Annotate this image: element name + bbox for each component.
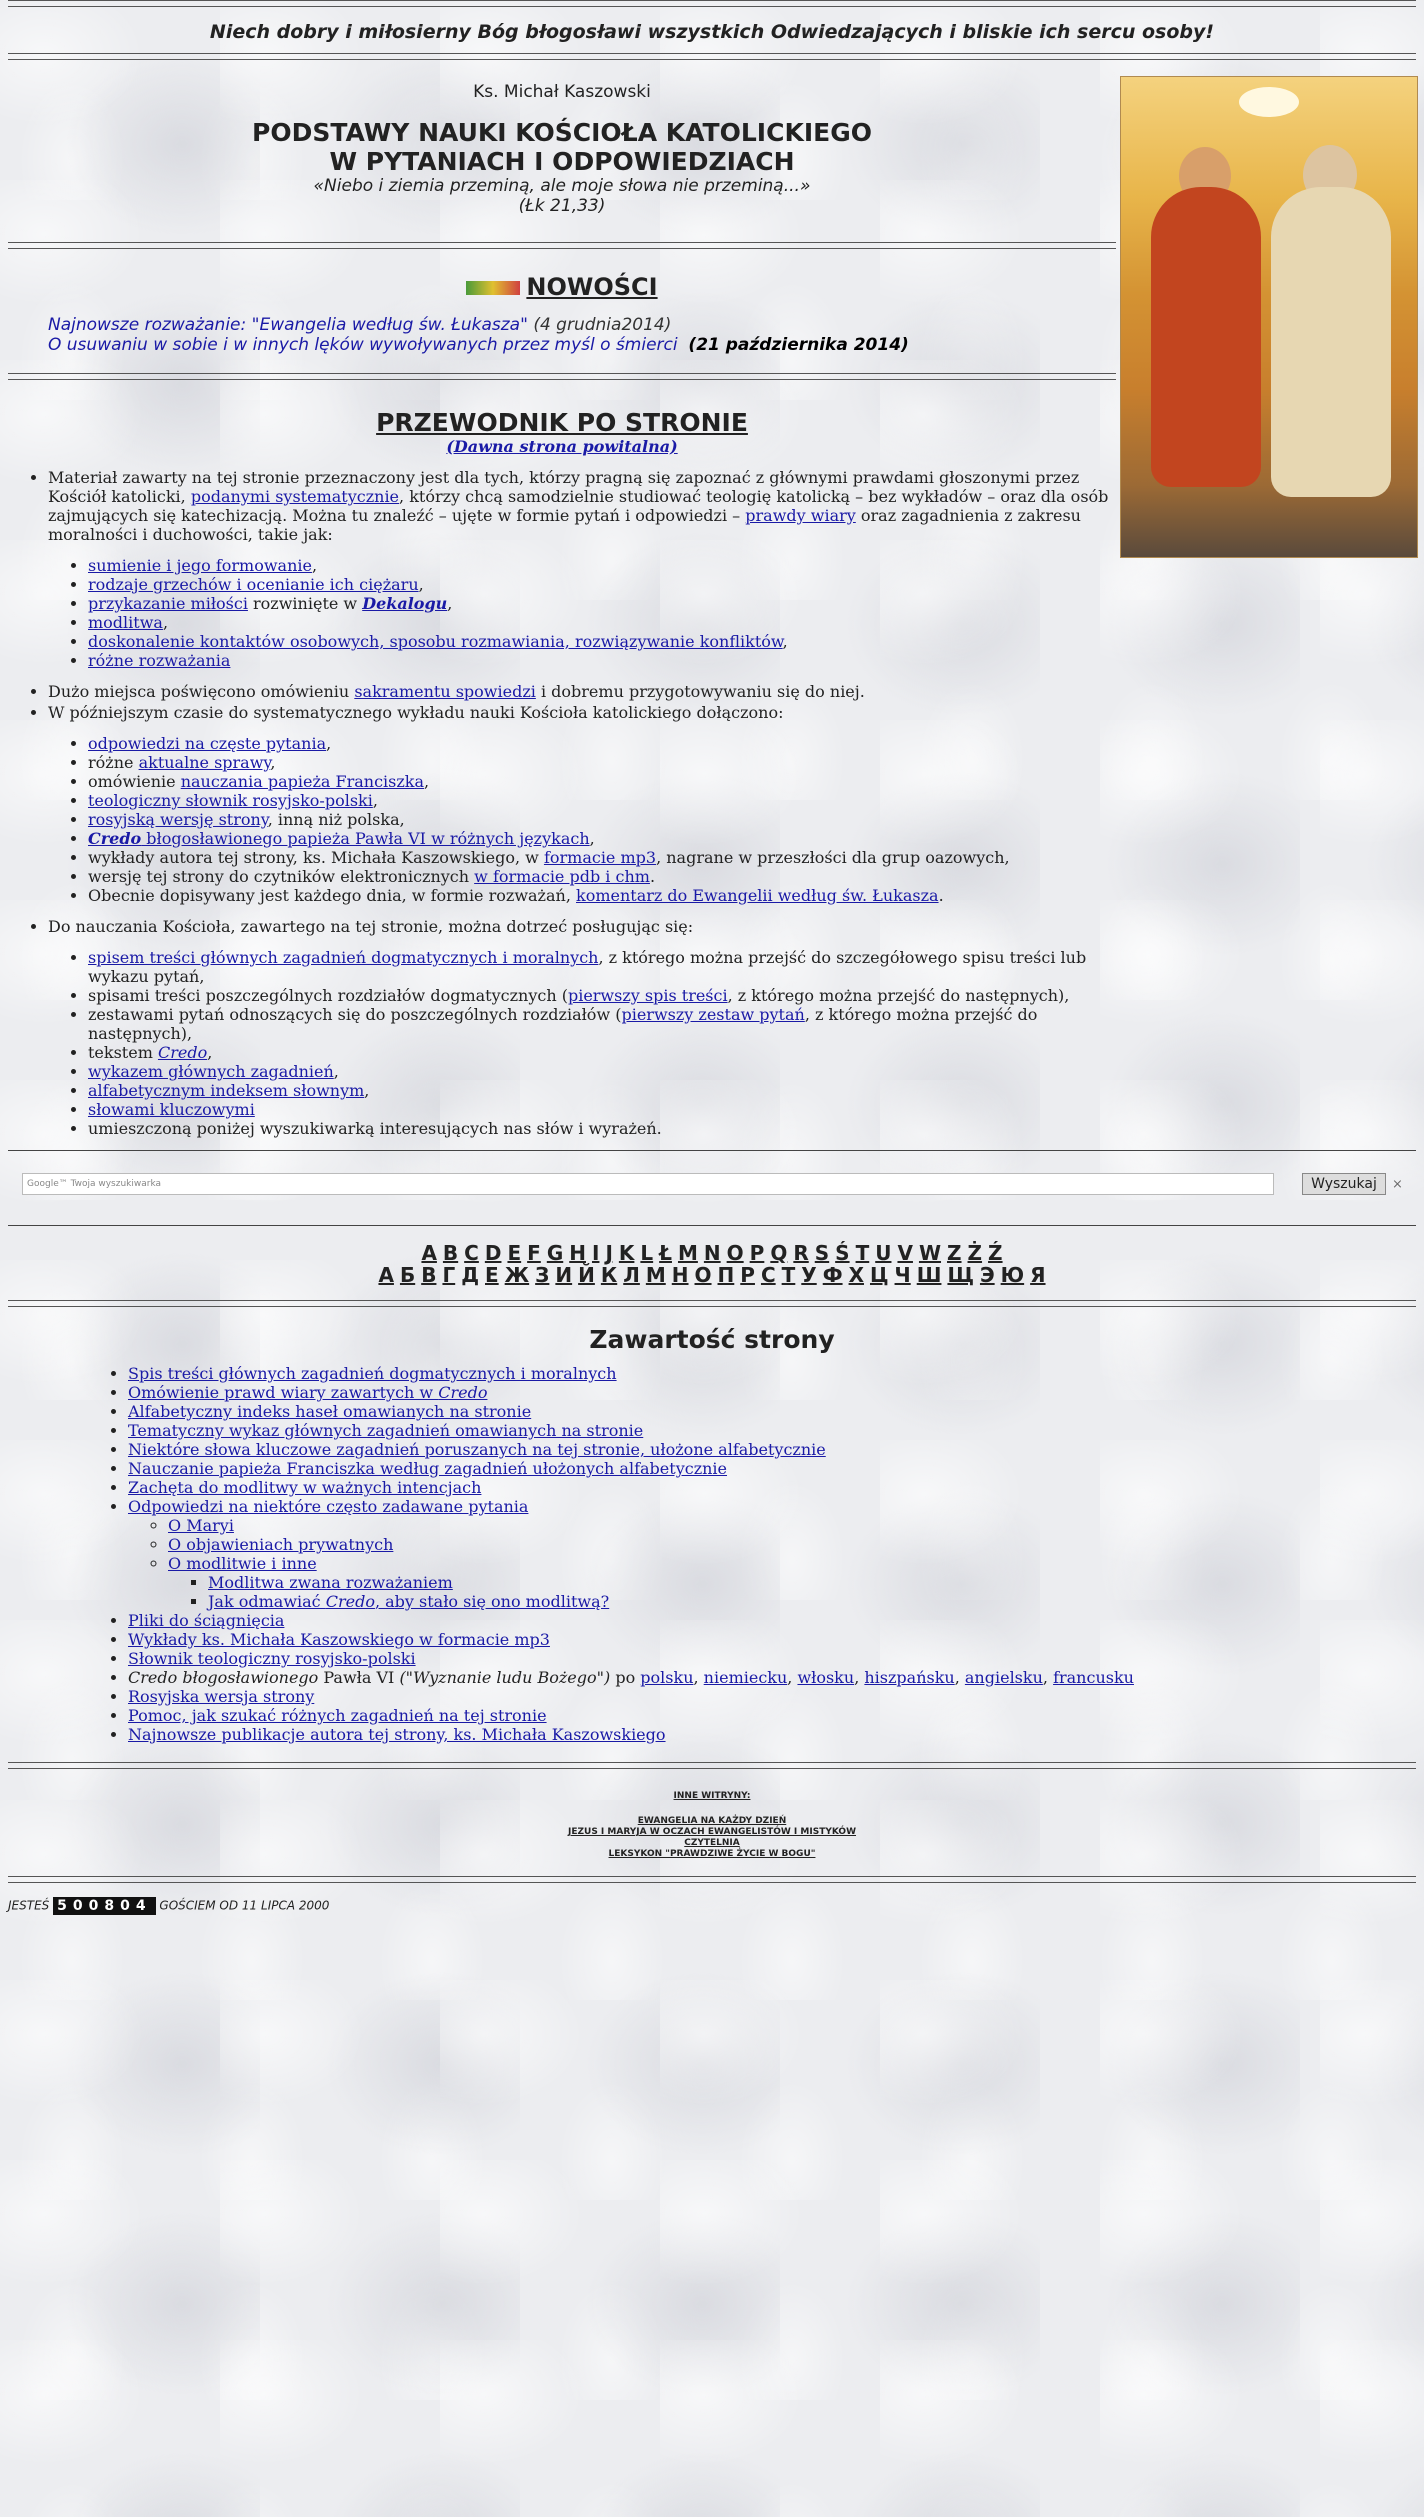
gospel-commentary-link[interactable]: komentarz do Ewangelii według św. Łukasza <box>576 886 939 905</box>
letter-link[interactable]: D <box>484 1241 502 1265</box>
figure-shape <box>1271 187 1391 497</box>
list-item <box>128 1383 1416 1402</box>
letter-link[interactable]: U <box>875 1241 892 1265</box>
letter-link[interactable]: Ю <box>1000 1263 1025 1287</box>
letter-link[interactable]: J <box>605 1241 613 1265</box>
list-item: • Obecnie dopisywany jest każdego dnia, w formie rozważań, komentarz do Ewangelii według św. Łukasza. <box>88 886 1116 905</box>
guide-list <box>8 468 1116 1138</box>
letter-link[interactable]: Б <box>399 1263 416 1287</box>
letter-link[interactable]: E <box>507 1241 522 1265</box>
page-title <box>8 118 1116 176</box>
dictionary-link[interactable]: teologiczny słownik rosyjsko-polski <box>88 791 373 810</box>
list-item <box>128 1687 1416 1706</box>
clear-icon[interactable]: × <box>1392 1176 1403 1192</box>
list-item <box>88 651 1116 670</box>
news-link[interactable]: Najnowsze rozważanie: "Ewangelia według św. Łukasza" <box>48 315 528 335</box>
letter-link[interactable]: Р <box>740 1263 755 1287</box>
letter-link[interactable]: З <box>535 1263 550 1287</box>
contents-link[interactable]: Nauczanie papieża Franciszka według zagadnień ułożonych alfabetycznie <box>128 1459 728 1478</box>
letter-link[interactable]: А <box>378 1263 394 1287</box>
list-item: • Dużo miejsca poświęcono omówieniu sakramentu spowiedzi i dobremu przygotowywaniu się do niej. <box>48 682 1116 701</box>
list-item: • tekstem Credo, <box>88 1043 1116 1062</box>
letter-link[interactable]: R <box>793 1241 809 1265</box>
divider <box>8 53 1416 60</box>
list-item <box>88 1100 1116 1119</box>
contents-link[interactable]: Pliki do ściągnięcia <box>128 1611 285 1630</box>
contents-link[interactable]: Spis treści głównych zagadnień dogmatycznych i moralnych <box>128 1364 617 1383</box>
letter-link[interactable]: O <box>726 1241 744 1265</box>
list-item: • wykazem głównych zagadnień, <box>88 1062 1116 1081</box>
welcome-banner: Niech dobry i miłosierny Bóg błogosławi wszystkich Odwiedzających i bliskie ich sercu osoby! <box>209 21 1215 43</box>
list-item: • doskonalenie kontaktów osobowych, sposobu rozmawiania, rozwiązywanie konfliktów, <box>88 632 1116 651</box>
letter-link[interactable]: П <box>717 1263 735 1287</box>
language-link[interactable]: niemiecku <box>703 1668 788 1687</box>
list-item <box>128 1497 1416 1611</box>
contents-link[interactable]: O objawieniach prywatnych <box>168 1535 394 1554</box>
list-item: • odpowiedzi na częste pytania, <box>88 734 1116 753</box>
letter-link[interactable]: N <box>703 1241 721 1265</box>
other-site-link[interactable]: EWANGELIA NA KAŻDY DZIEŃ <box>637 1816 787 1826</box>
new-badge-icon <box>466 281 520 295</box>
contents-link[interactable]: Omówienie prawd wiary zawartych w Credo <box>128 1383 488 1402</box>
letter-link[interactable]: Ч <box>894 1263 911 1287</box>
quote-text: «Niebo i ziemia przeminą, ale moje słowa nie przeminą...» <box>313 176 811 196</box>
letter-link[interactable]: Ф <box>822 1263 843 1287</box>
letter-link[interactable]: К <box>600 1263 618 1287</box>
title-line: W PYTANIACH I ODPOWIEDZIACH <box>329 147 795 176</box>
letter-link[interactable]: О <box>694 1263 712 1287</box>
list-item: • wykłady autora tej strony, ks. Michała Kaszowskiego, w formacie mp3, nagrane w przeszłości dla grup oazowych, <box>88 848 1116 867</box>
list-item <box>168 1535 1416 1554</box>
list-item <box>128 1611 1416 1630</box>
list-item: • umieszczoną poniżej wyszukiwarką interesujących nas słów i wyrażeń. <box>88 1119 1116 1138</box>
letter-link[interactable]: Л <box>623 1263 640 1287</box>
topic-link[interactable]: sumienie i jego formowanie <box>88 556 312 575</box>
contents-link[interactable]: Najnowsze publikacje autora tej strony, ks. Michała Kaszowskiego <box>128 1725 666 1744</box>
first-toc-link[interactable]: pierwszy spis treści <box>567 986 728 1005</box>
list-item: • zestawami pytań odnoszących się do poszczególnych rozdziałów (pierwszy zestaw pytań, z którego można przejść do następnych), <box>88 1005 1116 1043</box>
list-item: • Credo błogosławionego Pawła VI ("Wyznanie ludu Bożego") po polsku, niemiecku, włosku, hiszpańsku, angielsku, francusku <box>128 1668 1416 1687</box>
contents-link[interactable]: Zachęta do modlitwy w ważnych intencjach <box>128 1478 482 1497</box>
list-item <box>128 1649 1416 1668</box>
list-item: • alfabetycznym indeksem słownym, <box>88 1081 1116 1100</box>
list-item: • wersję tej strony do czytników elektronicznych w formacie pdb i chm. <box>88 867 1116 886</box>
letter-link[interactable]: V <box>897 1241 913 1265</box>
letter-link[interactable]: Я <box>1030 1263 1046 1287</box>
letter-link[interactable]: S <box>814 1241 830 1265</box>
language-link[interactable]: polsku <box>640 1668 694 1687</box>
letter-link[interactable]: Щ <box>947 1263 974 1287</box>
contents-link[interactable]: Niektóre słowa kluczowe zagadnień poruszanych na tej stronie, ułożone alfabetycznie <box>128 1440 826 1459</box>
keywords-link[interactable]: słowami kluczowymi <box>88 1100 255 1119</box>
list-item: • omówienie nauczania papieża Franciszka, <box>88 772 1116 791</box>
letter-link[interactable]: Ż <box>967 1241 983 1265</box>
list-item: • przykazanie miłości rozwinięte w Dekalogu, <box>88 594 1116 613</box>
list-item <box>128 1440 1416 1459</box>
contents-link[interactable]: Jak odmawiać Credo, aby stało się ono modlitwą? <box>208 1592 610 1611</box>
topic-link[interactable]: modlitwa <box>88 613 163 632</box>
truths-of-faith-link[interactable]: prawdy wiary <box>745 506 856 525</box>
other-sites <box>8 1791 1416 1860</box>
letter-link[interactable]: L <box>640 1241 654 1265</box>
list-item: • Do nauczania Kościoła, zawartego na tej stronie, można dotrzeć posługując się: • spisem treści głównych zagadnień dogmatycznych i moralnych, z którego można przejść do szczegółowego spisu treści lub wykazu pytań, • spisami treści poszczególnych rozdziałów dogmatycznych (pierwszy spis treści, z którego można przejść do następnych), • zestawami pytań odnoszących się do poszczególnych rozdziałów (pierwszy zestaw pytań, z którego można przejść do następnych), • tekstem Credo, • wykazem głównych zagadnień, • alfabetycznym indeksem słownym, • słowami kluczowymi • umieszczoną poniżej wyszukiwarką interesujących nas słów i wyrażeń. <box>48 917 1116 1138</box>
contents-link[interactable]: Rosyjska wersja strony <box>128 1687 315 1706</box>
letter-link[interactable]: Q <box>770 1241 788 1265</box>
letter-link[interactable]: Ś <box>835 1241 850 1265</box>
systematic-link[interactable]: podanymi systematycznie <box>190 487 400 506</box>
letter-link[interactable]: Т <box>781 1263 796 1287</box>
other-site-link[interactable]: LEKSYKON "PRAWDZIWE ŻYCIE W BOGU" <box>608 1849 816 1859</box>
counter-digits: 500804 <box>53 1897 155 1915</box>
language-link[interactable]: angielsku <box>964 1668 1043 1687</box>
contents-link[interactable]: Słownik teologiczny rosyjsko-polski <box>128 1649 416 1668</box>
letter-link[interactable]: Ш <box>916 1263 942 1287</box>
credo-link[interactable]: Credo <box>157 1043 208 1062</box>
list-item <box>128 1478 1416 1497</box>
other-sites-heading: INNE WITRYNY: <box>673 1791 751 1801</box>
letter-link[interactable]: Д <box>461 1263 479 1287</box>
language-link[interactable]: włosku <box>797 1668 855 1687</box>
language-links: polsku, niemiecku, włosku, hiszpańsku, angielsku, francusku <box>640 1668 1134 1687</box>
first-questions-link[interactable]: pierwszy zestaw pytań <box>621 1005 805 1024</box>
news-date: (21 października 2014) <box>688 335 909 355</box>
topic-link[interactable]: przykazanie miłości <box>88 594 248 613</box>
dove-shape <box>1239 87 1299 117</box>
topic-link[interactable]: doskonalenie kontaktów osobowych, sposobu rozmawiania, rozwiązywanie konfliktów <box>88 632 783 651</box>
letter-link[interactable]: Э <box>979 1263 995 1287</box>
letter-link[interactable]: Х <box>848 1263 864 1287</box>
letter-link[interactable]: Ź <box>988 1241 1003 1265</box>
contents-link[interactable]: Pomoc, jak szukać różnych zagadnień na tej stronie <box>128 1706 547 1725</box>
contents-link[interactable]: Alfabetyczny indeks haseł omawianych na stronie <box>128 1402 532 1421</box>
list-item <box>128 1706 1416 1725</box>
letter-link[interactable]: I <box>591 1241 600 1265</box>
letter-link[interactable]: G <box>546 1241 564 1265</box>
list-item: • W późniejszym czasie do systematycznego wykładu nauki Kościoła katolickiego dołączono: • odpowiedzi na częste pytania, • różne aktualne sprawy, • omówienie nauczania papieża Franciszka, • teologiczny słownik rosyjsko-polski, • rosyjską wersję strony, inną niż polska, • Credo błogosławionego papieża Pawła VI w różnych językach, • wykłady autora tej strony, ks. Michała Kaszowskiego, w formacie mp3, nagrane w przeszłości dla grup oazowych, • wersję tej strony do czytników elektronicznych w formacie pdb i chm. • Obecnie dopisywany jest każdego dnia, w formie rozważań, komentarz do Ewangelii według św. Łukasza. <box>48 703 1116 905</box>
topics-link[interactable]: wykazem głównych zagadnień <box>88 1062 334 1081</box>
contents-link[interactable]: Tematyczny wykaz głównych zagadnień omawianych na stronie <box>128 1421 644 1440</box>
latin-alphabet <box>8 1242 1416 1264</box>
contents-list <box>128 1364 1416 1744</box>
index-link[interactable]: alfabetycznym indeksem słownym <box>88 1081 365 1100</box>
title-line: PODSTAWY NAUKI KOŚCIOŁA KATOLICKIEGO <box>252 118 872 147</box>
topic-link[interactable]: rodzaje grzechów i ocenianie ich ciężaru <box>88 575 419 594</box>
letter-link[interactable]: T <box>855 1241 870 1265</box>
search-button[interactable]: Wyszukaj <box>1302 1173 1386 1195</box>
letter-link[interactable]: H <box>569 1241 586 1265</box>
language-link[interactable]: hiszpańsku <box>864 1668 955 1687</box>
dekalog-link[interactable]: Dekalogu <box>362 594 448 613</box>
letter-link[interactable]: C <box>464 1241 479 1265</box>
contents-link[interactable]: O Maryi <box>168 1516 234 1535</box>
figure-shape <box>1151 187 1261 487</box>
news-title: NOWOŚCI <box>526 273 658 301</box>
letter-link[interactable]: С <box>760 1263 776 1287</box>
letter-link[interactable]: F <box>527 1241 541 1265</box>
list-item <box>128 1630 1416 1649</box>
current-affairs-link[interactable]: aktualne sprawy <box>138 753 271 772</box>
list-item: • modlitwa, <box>88 613 1116 632</box>
divider <box>8 1225 1416 1226</box>
mp3-link[interactable]: formacie mp3 <box>543 848 657 867</box>
list-item <box>168 1516 1416 1535</box>
letter-link[interactable]: M <box>677 1241 698 1265</box>
contents-link[interactable]: Modlitwa zwana rozważaniem <box>208 1573 453 1592</box>
list-item: • sumienie i jego formowanie, <box>88 556 1116 575</box>
visitor-counter <box>8 1897 1416 1915</box>
search-bar <box>22 1173 1416 1195</box>
holy-trinity-painting <box>1120 76 1418 558</box>
confession-link[interactable]: sakramentu spowiedzi <box>354 682 536 701</box>
list-item: • rodzaje grzechów i ocenianie ich ciężaru, <box>88 575 1116 594</box>
alphabet-index <box>8 1242 1416 1286</box>
list-item <box>128 1459 1416 1478</box>
news-heading <box>8 273 1116 301</box>
letter-link[interactable]: Ł <box>659 1241 672 1265</box>
letter-link[interactable]: Н <box>671 1263 689 1287</box>
list-item: • rosyjską wersję strony, inną niż polska, <box>88 810 1116 829</box>
letter-link[interactable]: A <box>421 1241 437 1265</box>
russian-version-link[interactable]: rosyjską wersję strony <box>88 810 268 829</box>
letter-link[interactable]: Е <box>485 1263 499 1287</box>
contents-link[interactable]: Wykłady ks. Michała Kaszowskiego w formacie mp3 <box>128 1630 550 1649</box>
divider <box>8 1300 1416 1307</box>
list-item <box>128 1725 1416 1744</box>
page <box>8 0 1416 1915</box>
news-list <box>48 315 1116 355</box>
letter-link[interactable]: W <box>918 1241 942 1265</box>
main-column <box>8 60 1116 1140</box>
scripture-quote <box>8 176 1116 216</box>
contents-link[interactable]: O modlitwie i inne <box>168 1554 317 1573</box>
contents-link[interactable]: Odpowiedzi na niektóre często zadawane pytania <box>128 1497 529 1516</box>
list-item <box>168 1554 1416 1611</box>
divider <box>8 373 1116 380</box>
list-item: • spisami treści poszczególnych rozdziałów dogmatycznych (pierwszy spis treści, z którego można przejść do następnych), <box>88 986 1116 1005</box>
guide-heading: PRZEWODNIK PO STRONIE <box>376 408 748 437</box>
toc-link[interactable]: spisem treści głównych zagadnień dogmatycznych i moralnych <box>88 948 599 967</box>
list-item: • spisem treści głównych zagadnień dogmatycznych i moralnych, z którego można przejść do szczegółowego spisu treści lub wykazu pytań, <box>88 948 1116 986</box>
letter-link[interactable]: Г <box>442 1263 456 1287</box>
list-item: • teologiczny słownik rosyjsko-polski, <box>88 791 1116 810</box>
letter-link[interactable]: P <box>749 1241 765 1265</box>
pope-francis-link[interactable]: nauczania papieża Franciszka <box>180 772 425 791</box>
author-name: Ks. Michał Kaszowski <box>473 82 651 102</box>
divider <box>8 242 1116 249</box>
divider <box>8 1150 1416 1151</box>
top-section <box>8 60 1416 1150</box>
counter-label: JESTEŚ <box>8 1898 50 1913</box>
contents-heading: Zawartość strony <box>589 1325 835 1354</box>
letter-link[interactable]: Z <box>947 1241 962 1265</box>
letter-link[interactable]: K <box>618 1241 635 1265</box>
faq-link[interactable]: odpowiedzi na częste pytania <box>88 734 327 753</box>
news-date: (4 grudnia2014) <box>533 315 672 335</box>
news-link[interactable]: O usuwaniu w sobie i w innych lęków wywoływanych przez myśl o śmierci <box>48 335 678 355</box>
letter-link[interactable]: Й <box>578 1263 595 1287</box>
search-input[interactable]: Google™ Twoja wyszukiwarka <box>22 1173 1274 1195</box>
guide-subheading <box>8 437 1116 456</box>
language-link[interactable]: francusku <box>1053 1668 1134 1687</box>
counter-label: GOŚCIEM OD 11 LIPCA 2000 <box>159 1898 330 1913</box>
list-item: • różne aktualne sprawy, <box>88 753 1116 772</box>
divider <box>8 1876 1416 1883</box>
letter-link[interactable]: И <box>555 1263 573 1287</box>
other-site-link[interactable]: CZYTELNIA <box>684 1838 740 1848</box>
other-site-link[interactable]: JEZUS I MARYJA W OCZACH EWANGELISTÓW I MISTYKÓW <box>567 1827 857 1837</box>
list-item <box>208 1592 1416 1611</box>
letter-link[interactable]: B <box>442 1241 459 1265</box>
old-homepage-link[interactable]: (Dawna strona powitalna) <box>446 437 678 456</box>
cyrillic-alphabet <box>8 1264 1416 1286</box>
divider <box>8 0 1416 7</box>
letter-link[interactable]: В <box>421 1263 437 1287</box>
list-item: • Materiał zawarty na tej stronie przeznaczony jest dla tych, którzy pragną się zapoznać z głównymi prawdami głoszonymi przez Kościół katolicki, podanymi systematycznie, którzy chcą samodzielnie studiować teologię katolicką – bez wykładów – oraz dla osób zajmujących się katechizacją. Można tu znaleźć – ujęte w formie pytań i odpowiedzi – prawdy wiary oraz zagadnienia z zakresu moralności i duchowości, takie jak: • sumienie i jego formowanie, • rodzaje grzechów i ocenianie ich ciężaru, • przykazanie miłości rozwinięte w Dekalogu, • modlitwa, • doskonalenie kontaktów osobowych, sposobu rozmawiania, rozwiązywanie konfliktów, • różne rozważania <box>48 468 1116 670</box>
letter-link[interactable]: Ц <box>869 1263 889 1287</box>
list-item: • Credo błogosławionego papieża Pawła VI w różnych językach, <box>88 829 1116 848</box>
letter-link[interactable]: М <box>645 1263 666 1287</box>
list-item <box>128 1402 1416 1421</box>
divider <box>8 1762 1416 1769</box>
letter-link[interactable]: Ж <box>504 1263 530 1287</box>
quote-reference: (Łk 21,33) <box>518 196 606 216</box>
credo-languages-link[interactable]: Credo błogosławionego papieża Pawła VI w różnych językach <box>88 829 590 848</box>
list-item <box>128 1364 1416 1383</box>
list-item <box>208 1573 1416 1592</box>
ebook-link[interactable]: w formacie pdb i chm <box>474 867 650 886</box>
letter-link[interactable]: У <box>801 1263 817 1287</box>
topic-link[interactable]: różne rozważania <box>88 651 231 670</box>
list-item <box>128 1421 1416 1440</box>
